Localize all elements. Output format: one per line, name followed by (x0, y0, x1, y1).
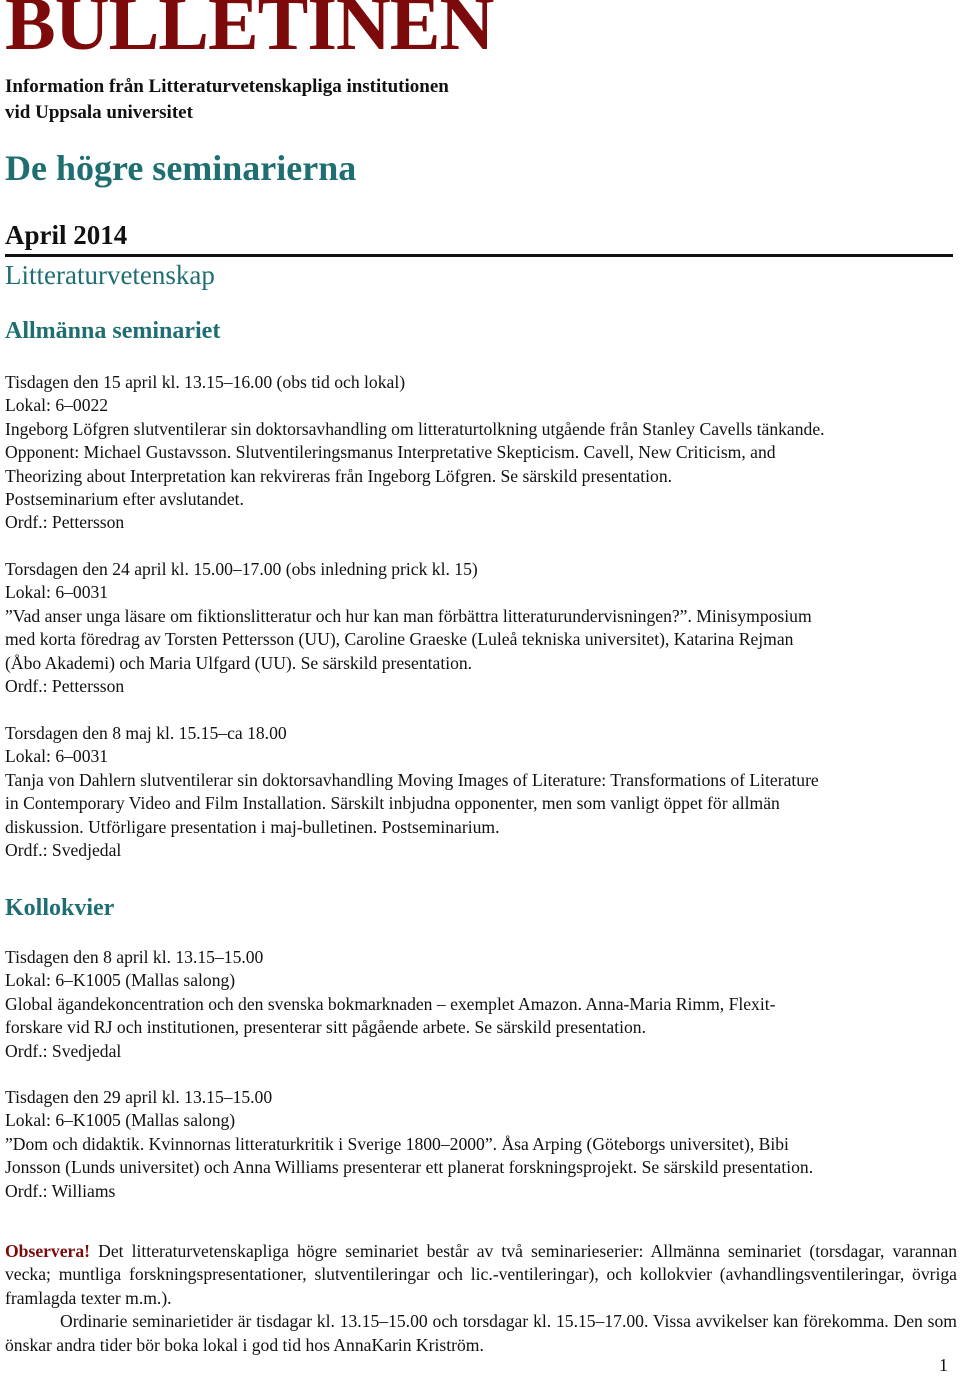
event-text: Theorizing about Interpretation kan rekvireras från Ingeborg Löfgren. Se särskild presentation. (5, 465, 673, 486)
event-room: Lokal: 6–K1005 (Mallas salong) (5, 970, 236, 991)
event-date: Tisdagen den 8 april kl. 13.15–15.00 (5, 947, 264, 967)
event-block (5, 722, 955, 862)
event-block (5, 946, 955, 1063)
event-text: med korta föredrag av Torsten Pettersson (UU), Caroline Graeske (Luleå tekniska universitet), Katarina Rejman (5, 629, 794, 650)
event-text: ”Dom och didaktik. Kvinnornas litteraturkritik i Sverige 1800–2000”. Åsa Arping (Göteborgs universitet), Bibi (5, 1133, 789, 1154)
event-block (5, 371, 955, 535)
event-text: Global ägandekoncentration och den svenska bokmarknaden – exemplet Amazon. Anna-Maria Rimm, Flexit- (5, 993, 776, 1014)
subtitle-line: Information från Litteraturvetenskapliga institutionen (5, 76, 449, 97)
event-text: Tanja von Dahlern slutventilerar sin doktorsavhandling Moving Images of Literature: Transformations of Literature (5, 769, 819, 790)
subtitle-line: vid Uppsala universitet (5, 102, 193, 123)
event-text: Ingeborg Löfgren slutventilerar sin doktorsavhandling om litteraturtolkning utgående från Stanley Cavells tänkande. (5, 418, 825, 439)
event-date: Torsdagen den 8 maj kl. 15.15–ca 18.00 (5, 723, 287, 743)
event-date: Tisdagen den 29 april kl. 13.15–15.00 (5, 1087, 273, 1107)
event-date: Torsdagen den 24 april kl. 15.00–17.00 (obs inledning prick kl. 15) (5, 559, 478, 579)
event-text: diskussion. Utförligare presentation i maj-bulletinen. Postseminarium. (5, 816, 500, 837)
subject-heading: Litteraturvetenskap (5, 260, 215, 290)
event-text: Opponent: Michael Gustavsson. Slutventileringsmanus Interpretative Skepticism. Cavell, New Criticism, and (5, 442, 776, 463)
event-room: Lokal: 6–K1005 (Mallas salong) (5, 1110, 236, 1131)
note-body: Ordinarie seminarietider är tisdagar kl. 13.15–15.00 och torsdagar kl. 15.15–17.00. Vissa avvikelser kan förekomma. Den som önskar andra tider bör boka lokal i god tid hos AnnaKarin Kriström. (5, 1311, 957, 1355)
note-paragraph (5, 1240, 957, 1357)
event-chair: Ordf.: Svedjedal (5, 840, 122, 861)
event-block (5, 1086, 955, 1203)
event-chair: Ordf.: Pettersson (5, 512, 125, 533)
event-text: forskare vid RJ och institutionen, presenterar sitt pågående arbete. Se särskild presentation. (5, 1017, 647, 1038)
event-date: Tisdagen den 15 april kl. 13.15–16.00 (obs tid och lokal) (5, 372, 406, 392)
note-body: Det litteraturvetenskapliga högre seminariet består av två seminarieserier: Allmänna seminariet (torsdagar, varannan vecka; muntliga forskningspresentationer, slutventileringar och lic.-ventileringar), och kollokvier (avhandlingsventileringar, övriga framlagda texter m.m.). (5, 1241, 957, 1308)
event-room: Lokal: 6–0022 (5, 395, 109, 416)
event-text: Jonsson (Lunds universitet) och Anna Williams presenterar ett planerat forskningsprojekt. Se särskild presentation. (5, 1157, 814, 1178)
month-heading: April 2014 (5, 220, 128, 250)
event-text: in Contemporary Video and Film Installation. Särskilt inbjudna opponenter, men som vanligt öppet för allmän (5, 793, 780, 814)
event-room: Lokal: 6–0031 (5, 582, 109, 603)
subtitle (5, 74, 705, 126)
note-text (5, 1310, 957, 1357)
page-title: De högre seminarierna (5, 148, 357, 188)
masthead: BULLETINEN (5, 0, 494, 66)
event-room: Lokal: 6–0031 (5, 746, 109, 767)
event-text: ”Vad anser unga läsare om fiktionslitteratur och hur kan man förbättra litteraturundervisningen?”. Minisymposium (5, 605, 812, 626)
event-chair: Ordf.: Williams (5, 1180, 116, 1201)
divider (5, 254, 953, 257)
section-heading: Kollokvier (5, 895, 115, 921)
event-text: Postseminarium efter avslutandet. (5, 489, 244, 510)
page-number: 1 (939, 1355, 948, 1375)
event-text: (Åbo Akademi) och Maria Ulfgard (UU). Se särskild presentation. (5, 652, 473, 673)
event-chair: Ordf.: Svedjedal (5, 1040, 122, 1061)
event-chair: Ordf.: Pettersson (5, 676, 125, 697)
section-heading: Allmänna seminariet (5, 318, 221, 344)
event-block (5, 558, 955, 698)
note-text (5, 1240, 957, 1310)
note-label: Observera! (5, 1241, 91, 1261)
